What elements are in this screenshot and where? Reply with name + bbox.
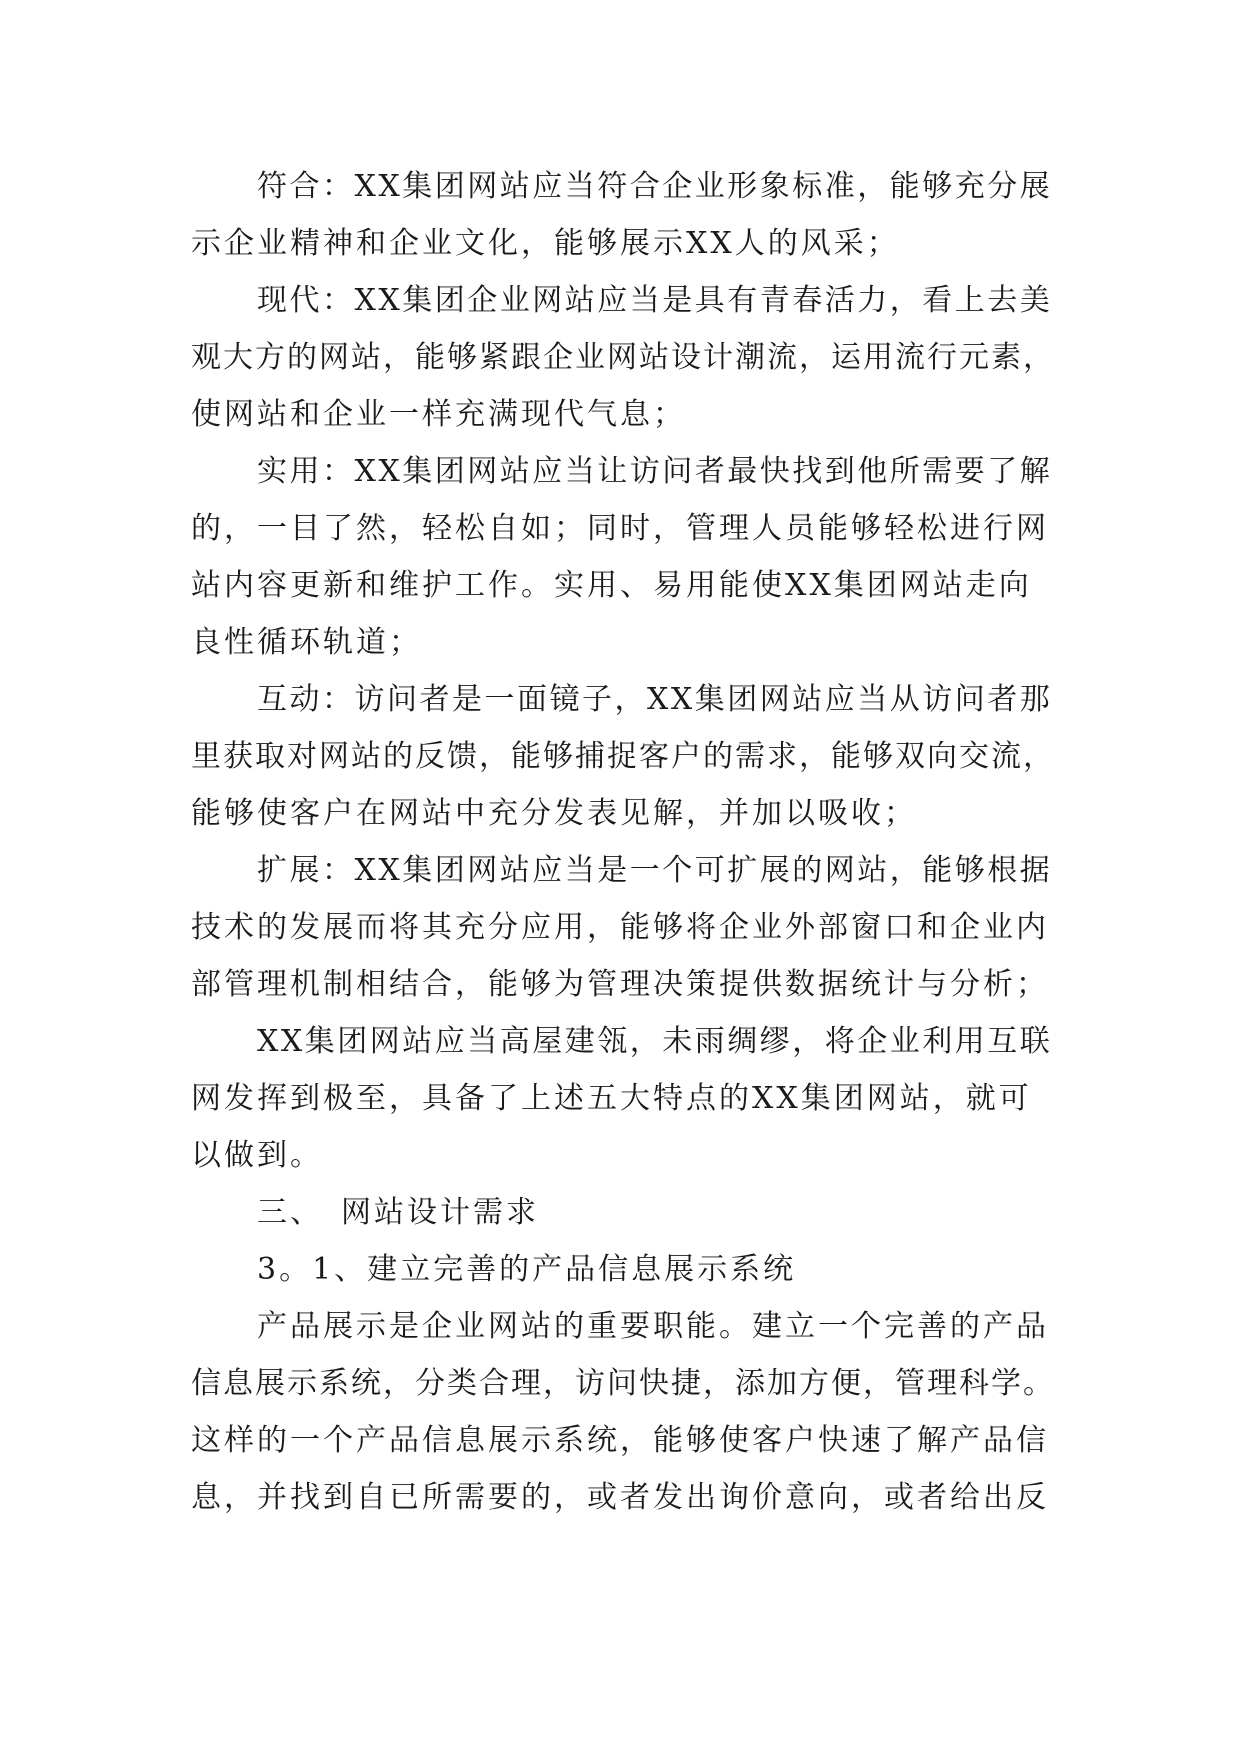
paragraph-line: 产品展示是企业网站的重要职能。建立一个完善的产品: [257, 1309, 1049, 1344]
paragraph-line: 示企业精神和企业文化，能够展示XX人的风采；: [191, 226, 900, 261]
paragraph-line: 技术的发展而将其充分应用，能够将企业外部窗口和企业内: [191, 910, 1049, 945]
paragraph-line: 息，并找到自已所需要的，或者发出询价意向，或者给出反: [191, 1480, 1049, 1515]
subsection-heading: 3。1、建立完善的产品信息展示系统: [257, 1252, 797, 1287]
paragraph-line: 的，一目了然，轻松自如；同时，管理人员能够轻松进行网: [191, 511, 1049, 546]
paragraph-line: 信息展示系统，分类合理，访问快捷，添加方便，管理科学。: [191, 1366, 1055, 1401]
paragraph-line: 实用：XX集团网站应当让访问者最快找到他所需要了解: [257, 454, 1053, 489]
paragraph-line: 良性循环轨道；: [191, 625, 422, 660]
paragraph-line: 这样的一个产品信息展示系统，能够使客户快速了解产品信: [191, 1423, 1049, 1458]
paragraph-line: 互动：访问者是一面镜子，XX集团网站应当从访问者那: [257, 682, 1053, 717]
paragraph-line: 里获取对网站的反馈，能够捕捉客户的需求，能够双向交流，: [191, 739, 1055, 774]
paragraph-line: 现代：XX集团企业网站应当是具有青春活力，看上去美: [257, 283, 1053, 318]
paragraph-line: 网发挥到极至，具备了上述五大特点的XX集团网站，就可: [191, 1081, 1032, 1116]
paragraph-line: 部管理机制相结合，能够为管理决策提供数据统计与分析；: [191, 967, 1049, 1002]
paragraph-line: XX集团网站应当高屋建瓴，未雨绸缪，将企业利用互联: [257, 1024, 1053, 1059]
paragraph-line: 站内容更新和维护工作。实用、易用能使XX集团网站走向: [191, 568, 1032, 603]
paragraph-line: 扩展：XX集团网站应当是一个可扩展的网站，能够根据: [257, 853, 1053, 888]
paragraph-line: 以做到。: [191, 1138, 323, 1173]
paragraph-line: 观大方的网站，能够紧跟企业网站设计潮流，运用流行元素，: [191, 340, 1055, 375]
paragraph-line: 符合：XX集团网站应当符合企业形象标准，能够充分展: [257, 169, 1053, 204]
paragraph-line: 使网站和企业一样充满现代气息；: [191, 397, 686, 432]
section-heading: 三、 网站设计需求: [257, 1195, 539, 1230]
paragraph-line: 能够使客户在网站中充分发表见解，并加以吸收；: [191, 796, 917, 831]
